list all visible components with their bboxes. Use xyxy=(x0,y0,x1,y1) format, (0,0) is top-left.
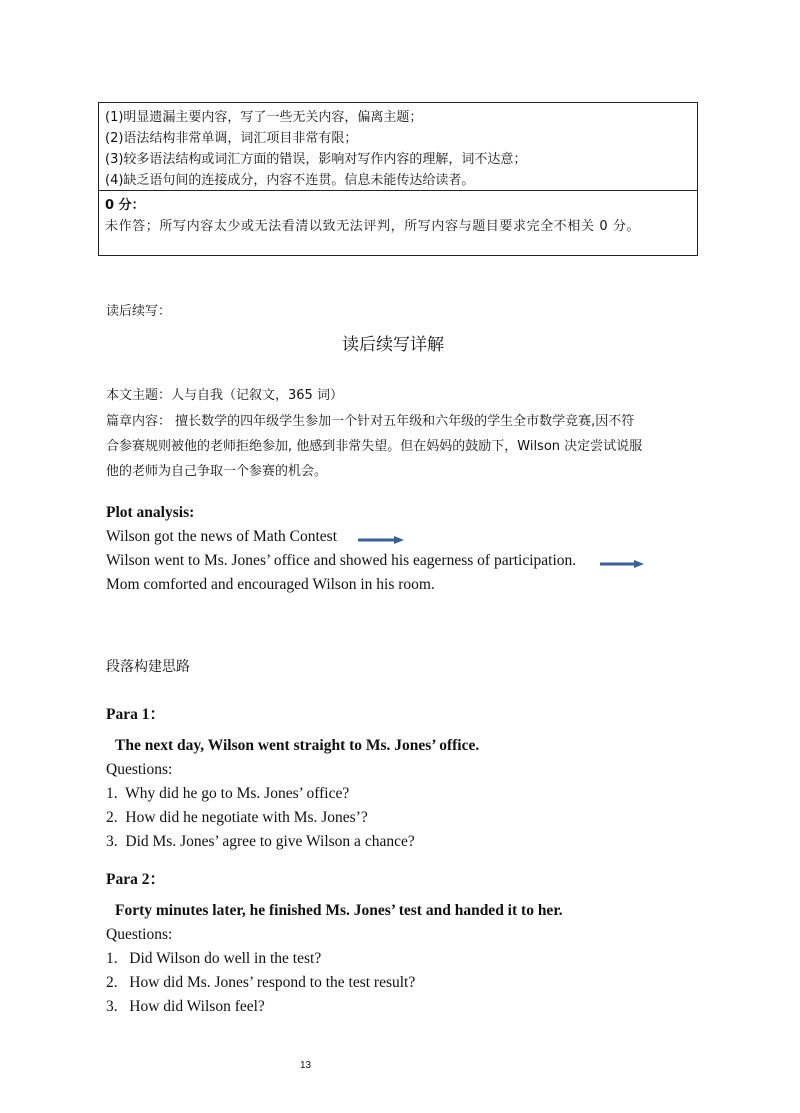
para2-label: Para 2： xyxy=(106,871,165,888)
section-label: 读后续写： xyxy=(106,304,172,319)
para2-question-2: 2. How did Ms. Jones’ respond to the test result? xyxy=(106,974,416,991)
zero-score-heading: 0 分： xyxy=(105,198,145,213)
right-arrow-icon xyxy=(600,559,644,569)
criteria-row-2: (2)语法结构非常单调，词汇项目非常有限； xyxy=(105,131,358,146)
plot-item-3: Mom comforted and encouraged Wilson in his room. xyxy=(106,576,435,593)
criteria-row-4: (4)缺乏语句间的连接成分，内容不连贯。信息未能传达给读者。 xyxy=(105,173,475,188)
content-line-1: 篇章内容： 擅长数学的四年级学生参加一个针对五年级和六年级的学生全市数学竞赛,因不符 xyxy=(106,414,635,429)
scoring-criteria-cell xyxy=(99,103,697,191)
theme-line: 本文主题：人与自我（记叙文，365 词） xyxy=(106,388,343,403)
para1-opening-sentence: The next day, Wilson went straight to Ms. Jones’ office. xyxy=(115,737,480,754)
para1-question-1: 1. Why did he go to Ms. Jones’ office? xyxy=(106,785,350,802)
content-line-3: 他的老师为自己争取一个参赛的机会。 xyxy=(106,464,328,479)
right-arrow-icon xyxy=(358,535,404,545)
criteria-row-3: (3)较多语法结构或词汇方面的错误，影响对写作内容的理解，词不达意； xyxy=(105,152,527,167)
para2-question-1: 1. Did Wilson do well in the test? xyxy=(106,950,322,967)
page-number: 13 xyxy=(300,1060,312,1071)
para2-opening-sentence: Forty minutes later, he finished Ms. Jones’ test and handed it to her. xyxy=(115,902,563,919)
construct-heading: 段落构建思路 xyxy=(106,659,190,675)
plot-item-1: Wilson got the news of Math Contest xyxy=(106,528,337,545)
page-title: 读后续写详解 xyxy=(342,335,444,355)
zero-score-cell xyxy=(99,191,697,255)
scoring-table xyxy=(98,102,698,256)
plot-item-2: Wilson went to Ms. Jones’ office and showed his eagerness of participation. xyxy=(106,552,577,569)
para2-questions-label: Questions: xyxy=(106,926,173,943)
para2-question-3: 3. How did Wilson feel? xyxy=(106,998,265,1015)
para1-question-2: 2. How did he negotiate with Ms. Jones’? xyxy=(106,809,368,826)
criteria-row-1: (1)明显遗漏主要内容，写了一些无关内容，偏离主题； xyxy=(105,110,423,125)
para1-question-3: 3. Did Ms. Jones’ agree to give Wilson a chance? xyxy=(106,833,415,850)
para1-questions-label: Questions: xyxy=(106,761,173,778)
content-line-2: 合参赛规则被他的老师拒绝参加, 他感到非常失望。但在妈妈的鼓励下，Wilson 决定尝试说服 xyxy=(106,439,643,454)
plot-analysis-heading: Plot analysis: xyxy=(106,504,195,521)
zero-score-description: 未作答；所写内容太少或无法看清以致无法评判，所写内容与题目要求完全不相关 0 分。 xyxy=(105,219,641,234)
para1-label: Para 1： xyxy=(106,706,165,723)
